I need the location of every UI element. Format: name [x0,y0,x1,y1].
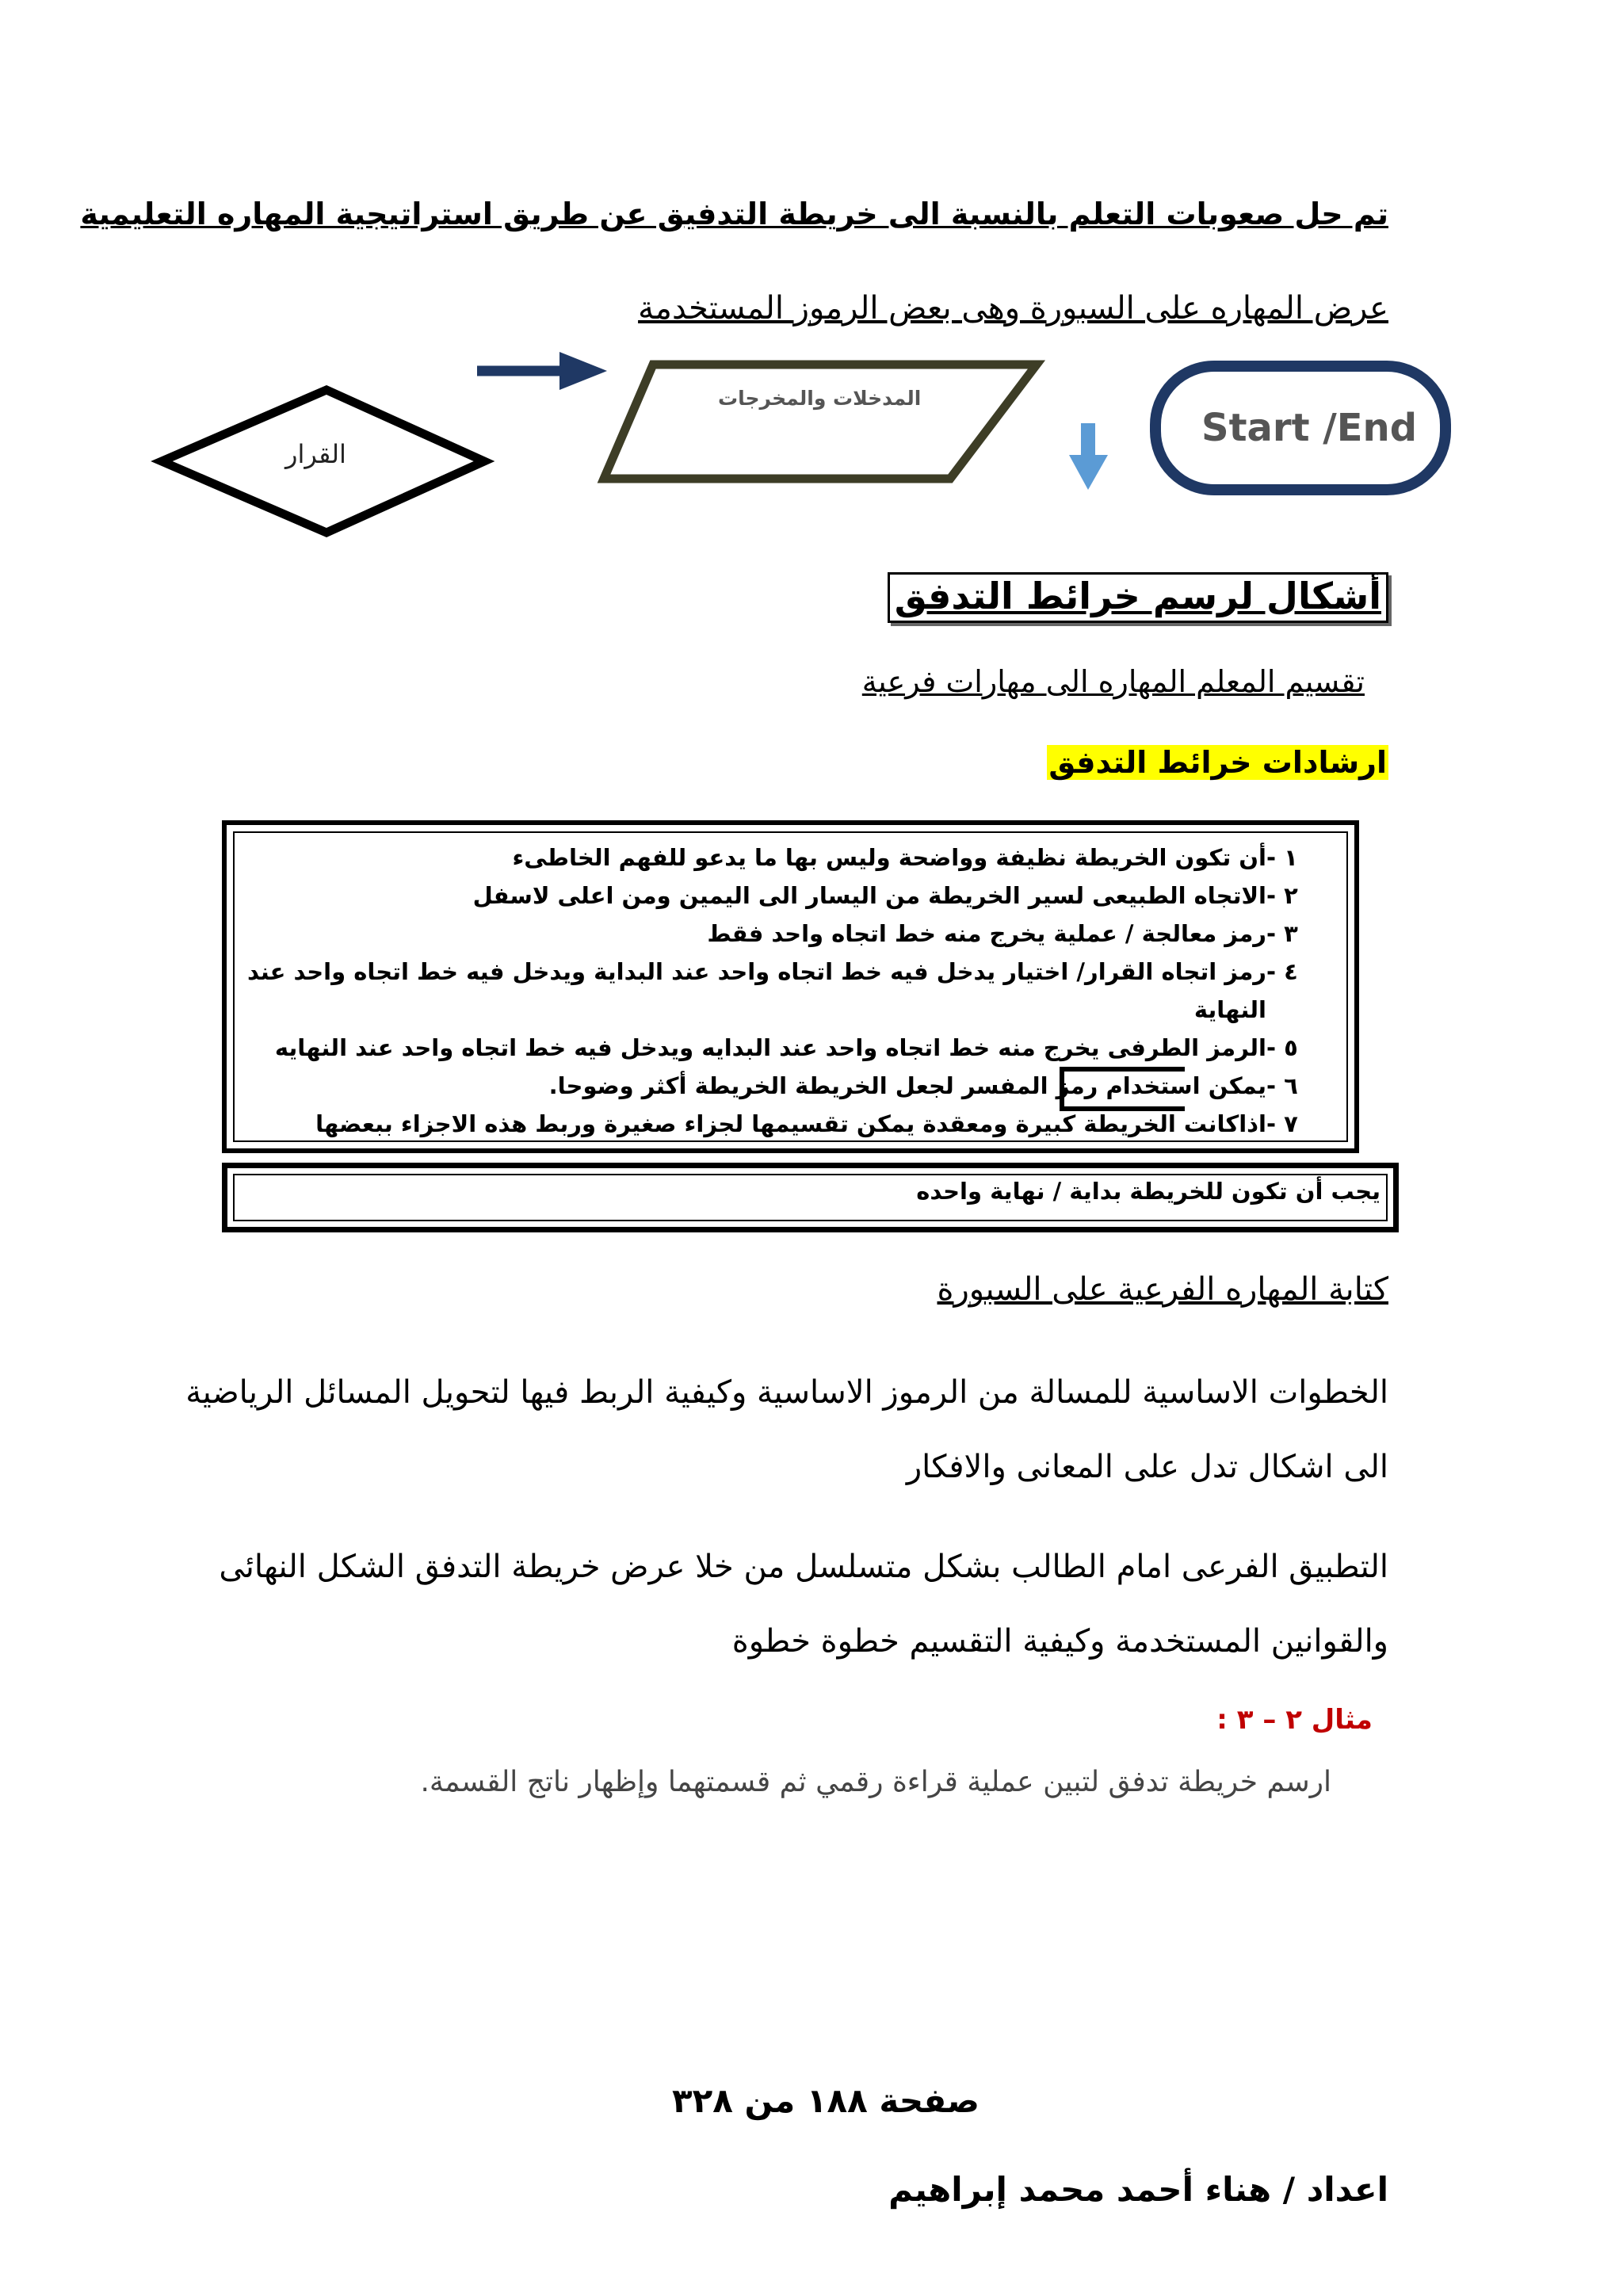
rule-item: ٥ -الرمز الطرفى يخرج منه خط اتجاه واحد عند البدايه ويدخل فيه خط اتجاه واحد عند النهايه [274,1034,1298,1061]
annotation-symbol-icon [1054,1066,1197,1114]
io-label: المدخلات والمخرجات [718,387,922,410]
section-heading: أشكال لرسم خرائط التدفق [888,572,1388,623]
display-line: عرض المهاره على السبورة وهى بعض الرموز المستخدمة [638,290,1388,327]
example-text: ارسم خريطة تدفق لتبين عملية قراءة رقمي ثم قسمتهما وإظهار ناتج القسمة. [420,1766,1331,1798]
right-arrow-icon [477,352,607,390]
start-end-label: Start /End [1201,406,1418,450]
down-arrow-icon [1069,423,1108,490]
page-number: صفحة ١٨٨ من ٣٢٨ [671,2081,980,2120]
rule-item: ٣ -رمز معالجة / عملية يخرج منه خط اتجاه واحد فقط [707,920,1298,947]
must-box [222,1163,1399,1232]
para1-line2: الى اشكال تدل على المعانى والافكار [906,1449,1388,1485]
board-line: كتابة المهاره الفرعية على السبورة [937,1271,1388,1308]
para2-line1: التطبيق الفرعى امام الطالب بشكل متسلسل من خلا عرض خريطة التدفق الشكل النهائى [219,1549,1388,1585]
rule-item: النهاية [1193,996,1266,1023]
must-line: يجب أن تكون للخريطة بداية / نهاية واحده [916,1178,1381,1205]
rule-item: ٧ -اذاكانت الخريطة كبيرة ومعقدة يمكن تقسيمها لجزاء صغيرة وربط هذه الاجزاء ببعضها [315,1110,1298,1137]
para2-line2: والقوانين المستخدمة وكيفية التقسيم خطوة خطوة [731,1623,1388,1660]
rule-item: ٦ -يمكن استخدام رمز المفسر لجعل الخريطة الخريطة أكثر وضوحا. [548,1072,1298,1099]
para1-line1: الخطوات الاساسية للمسالة من الرموز الاساسية وكيفية الربط فيها لتحويل المسائل الرياضية [185,1374,1388,1411]
split-line: تقسيم المعلم المهاره الى مهارات فرعية [861,664,1365,699]
rule-item: ١ -أن تكون الخريطة نظيفة وواضحة وليس بها ما يدعو للفهم الخاطىء [512,844,1298,871]
decision-label: القرار [285,439,346,469]
example-label: مثال ٢ – ٣ : [1216,1704,1373,1736]
author-line: اعداد / هناء أحمد محمد إبراهيم [888,2170,1388,2209]
rule-item: ٢ -الاتجاه الطبيعى لسير الخريطة من اليسار الى اليمين ومن اعلى لاسفل [472,882,1298,909]
io-parallelogram [604,365,1037,479]
guidelines-heading: ارشادات خرائط التدفق [1048,745,1387,780]
rule-item: ٤ -رمز اتجاه القرار/ اختيار يدخل فيه خط اتجاه واحد عند البداية ويدخل فيه خط اتجاه واحد عند [247,958,1298,985]
page-title: تم حل صعوبات التعلم بالنسبة الى خريطة التدفيق عن طريق استراتيجية المهاره التعليمية [80,197,1388,231]
